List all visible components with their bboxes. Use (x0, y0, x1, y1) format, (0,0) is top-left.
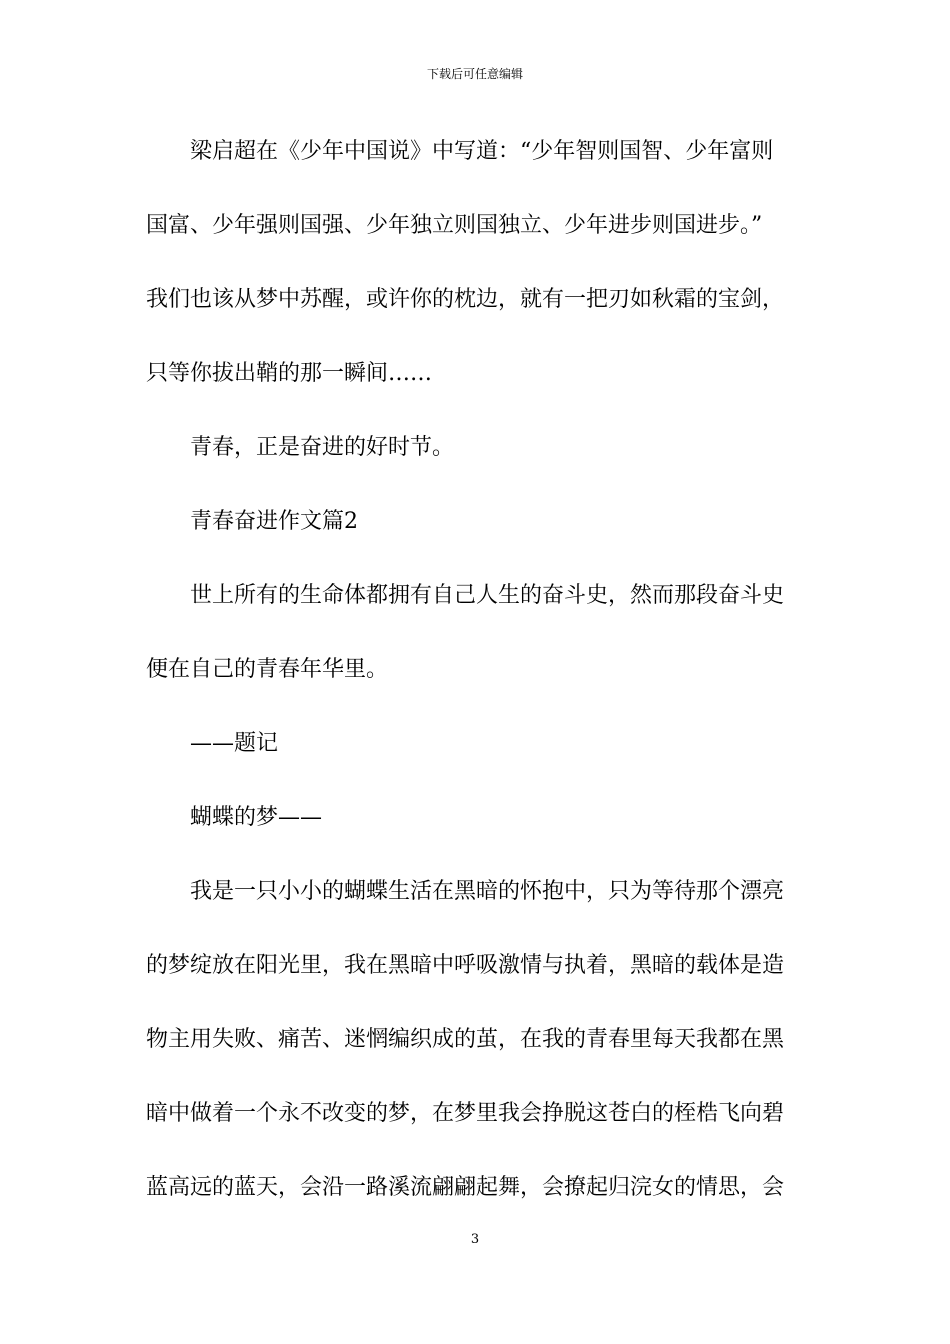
paragraph-line: 世上所有的生命体都拥有自己人生的奋斗史，然而那段奋斗史 (190, 583, 785, 608)
paragraph-line: 我们也该从梦中苏醒，或许你的枕边，就有一把刃如秋霜的宝剑， (146, 287, 785, 312)
paragraph-line: 我是一只小小的蝴蝶生活在黑暗的怀抱中，只为等待那个漂亮 (190, 879, 785, 904)
paragraph-line: 暗中做着一个永不改变的梦，在梦里我会挣脱这苍白的桎梏飞向碧 (146, 1101, 785, 1126)
subheading: 蝴蝶的梦—— (190, 805, 323, 830)
page-header: 下载后可任意编辑 (426, 67, 523, 81)
paragraph-line: 的梦绽放在阳光里，我在黑暗中呼吸激情与执着，黑暗的载体是造 (146, 953, 785, 978)
paragraph-line: 便在自己的青春年华里。 (146, 657, 389, 682)
section-heading: 青春奋进作文篇2 (190, 509, 358, 534)
paragraph-line: 物主用失败、痛苦、迷惘编织成的茧，在我的青春里每天我都在黑 (146, 1027, 785, 1052)
paragraph-line: 蓝高远的蓝天，会沿一路溪流翩翩起舞，会撩起归浣女的情思，会 (146, 1175, 785, 1200)
page-number: 3 (470, 1232, 480, 1247)
paragraph-line: 梁启超在《少年中国说》中写道：“少年智则国智、少年富则 (190, 139, 774, 164)
paragraph-line: 只等你拔出鞘的那一瞬间…… (146, 361, 433, 386)
epigraph-label: ——题记 (190, 731, 279, 756)
paragraph-line: 青春，正是奋进的好时节。 (190, 435, 455, 460)
paragraph-line: 国富、少年强则国强、少年独立则国独立、少年进步则国进步。” (146, 213, 763, 238)
